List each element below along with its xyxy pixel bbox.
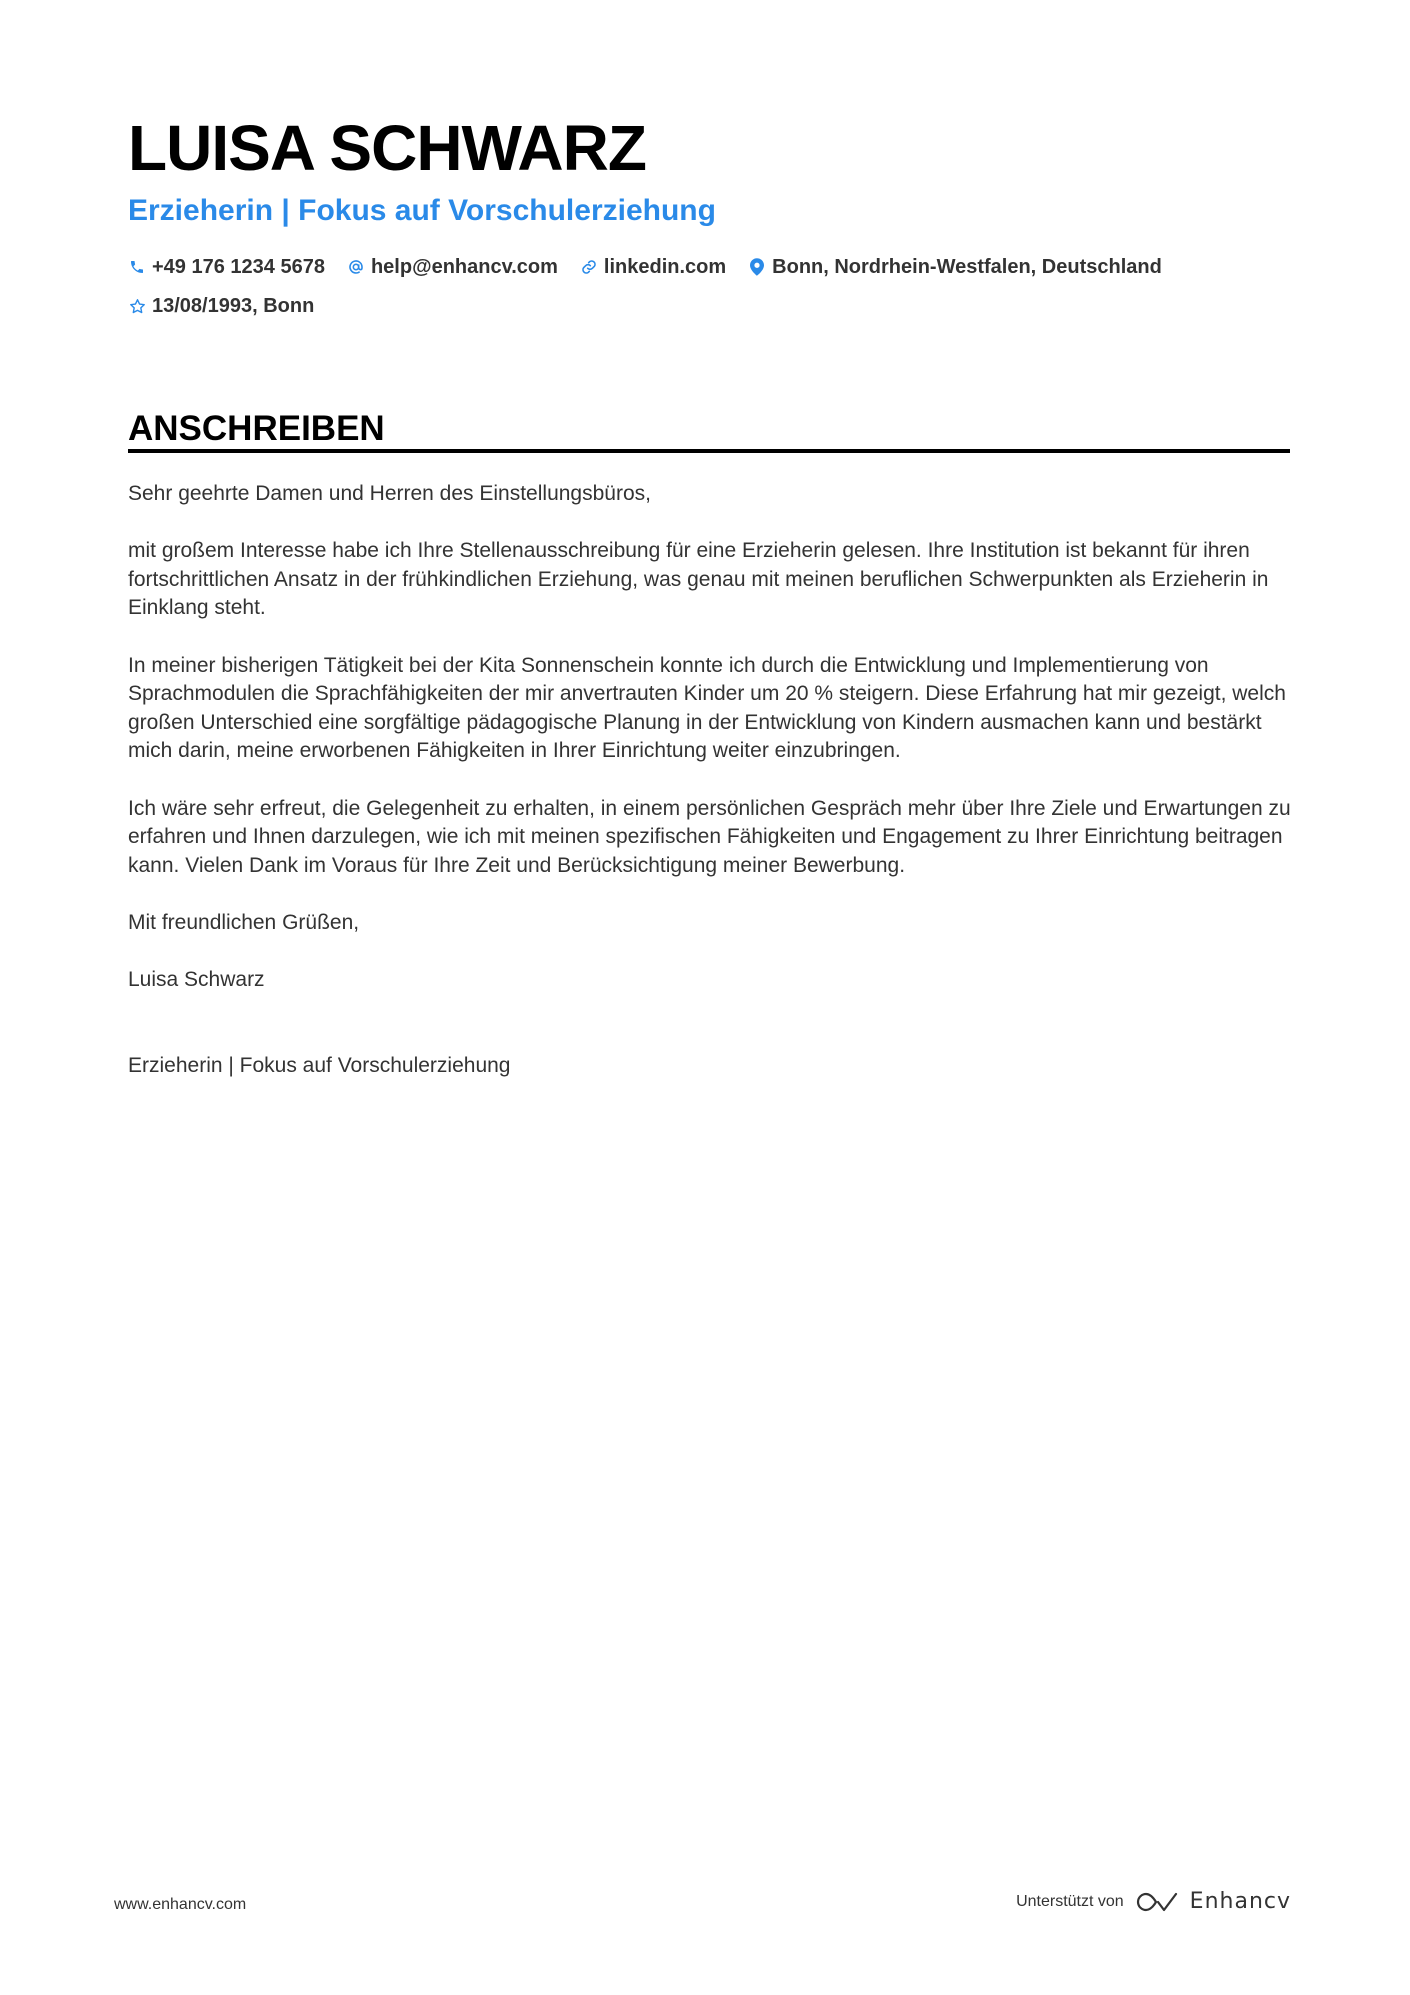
contact-row-primary: [128, 253, 1184, 281]
letter-salutation: Sehr geehrte Damen und Herren des Einstellungsbüros,: [128, 482, 651, 505]
contact-email: [347, 253, 558, 281]
contact-location: [748, 253, 1162, 281]
contact-birth: [128, 292, 314, 320]
letter-paragraph: mit großem Interesse habe ich Ihre Stellenausschreibung für eine Erzieherin gelesen. Ihre Institution ist bekannt für ihren fortschrittlichen Ansatz in der frühkindlichen Erziehung, was genau mit meinen beruflichen Schwerpunkten als Erzieherin in Einklang steht.: [128, 539, 1269, 620]
enhancv-logo[interactable]: [1136, 1890, 1291, 1914]
link-icon: [580, 257, 598, 277]
enhancv-infinity-icon: [1136, 1890, 1180, 1914]
letter-signature-title: Erzieherin | Fokus auf Vorschulerziehung: [128, 1053, 511, 1077]
letter-body: [128, 480, 1293, 1109]
letter-paragraph: Ich wäre sehr erfreut, die Gelegenheit zu erhalten, in einem persönlichen Gespräch mehr über Ihre Ziele und Erwartungen zu erfahren und Ihnen darzulegen, wie ich mit meinen spezifischen Fähigkeiten und Engagement zu Ihrer Einrichtung beitragen kann. Vielen Dank im Voraus für Ihre Zeit und Berücksichtigung meiner Bewerbung.: [128, 796, 1291, 877]
letter-signature: Luisa Schwarz: [128, 968, 265, 992]
location-text: Bonn, Nordrhein-Westfalen, Deutschland: [772, 256, 1162, 278]
phone-icon: [128, 257, 146, 277]
letter-paragraph: In meiner bisherigen Tätigkeit bei der Kita Sonnenschein konnte ich durch die Entwicklung und Implementierung von Sprachmodulen die Sprachfähigkeiten der mir anvertrauten Kinder um 20 % steigern. Diese Erfahrung hat mir gezeigt, welch großen Unterschied eine sorgfältige pädagogische Planung in der Entwicklung von Kindern ausmachen kann und bestärkt mich darin, meine erworbenen Fähigkeiten in Ihrer Einrichtung weiter einzubringen.: [128, 653, 1286, 763]
powered-by-label: Unterstützt von: [1016, 1893, 1124, 1910]
contact-row-secondary: [128, 292, 336, 320]
letter-closing: Mit freundlichen Grüßen,: [128, 910, 360, 934]
candidate-name: LUISA SCHWARZ: [128, 112, 646, 184]
section-divider: [128, 449, 1290, 453]
map-pin-icon: [748, 257, 766, 277]
birth-info: 13/08/1993, Bonn: [152, 295, 315, 317]
linkedin-link[interactable]: linkedin.com: [603, 256, 727, 278]
email-address[interactable]: help@enhancv.com: [370, 256, 558, 278]
contact-linkedin: [580, 253, 726, 281]
footer-powered-by: [1016, 1890, 1291, 1914]
contact-phone: [128, 253, 325, 281]
section-title: ANSCHREIBEN: [128, 409, 385, 448]
star-icon: [128, 296, 146, 316]
candidate-headline: Erzieherin | Fokus auf Vorschulerziehung: [128, 194, 716, 227]
phone-number[interactable]: +49 176 1234 5678: [152, 256, 325, 278]
brand-name: Enhancv: [1189, 1889, 1291, 1914]
footer-website[interactable]: www.enhancv.com: [114, 1896, 247, 1913]
at-icon: [347, 257, 365, 277]
